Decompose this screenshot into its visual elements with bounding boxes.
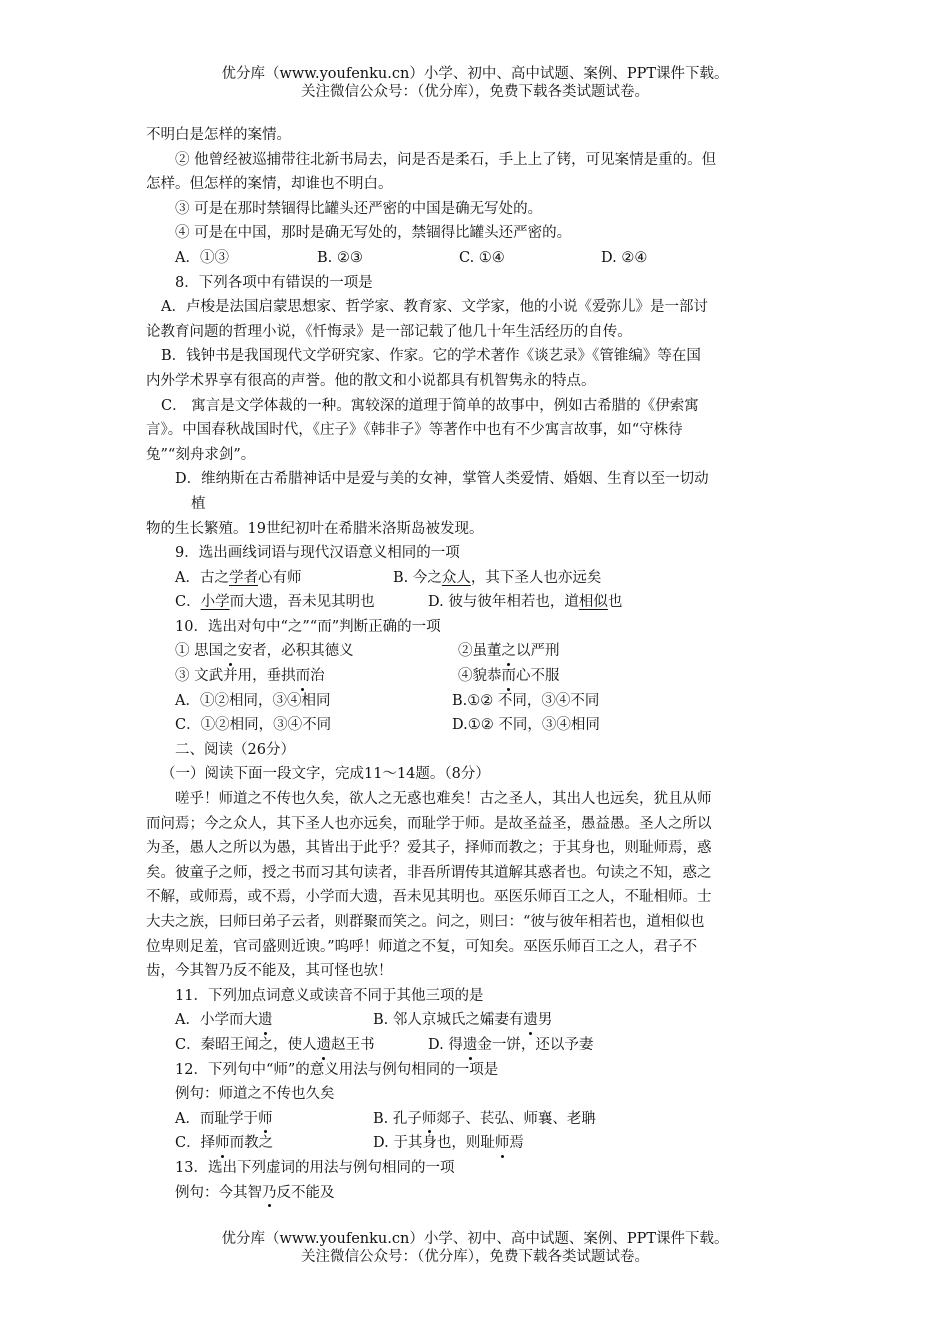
q9-b-post: ，其下圣人也亦远矣 bbox=[470, 569, 602, 586]
q10-sentences-34 bbox=[146, 664, 811, 689]
footer-line-2: 关注微信公众号：（优分库），免费下载各类试题试卷。 bbox=[301, 1249, 649, 1265]
q12-option-b bbox=[373, 1107, 596, 1132]
q9-option-c bbox=[175, 590, 428, 615]
q9-b-underlined: 众人 bbox=[441, 569, 471, 586]
q11-option-b bbox=[373, 1008, 552, 1033]
q13-example-pre: 例句：今其智 bbox=[175, 1184, 262, 1201]
q10-s3-pre: ③ 文武并用，垂拱 bbox=[175, 668, 296, 685]
q7-sentence-2a: ② 他曾经被巡捕带往北新书局去，问是否是柔石，手上上了铐，可见案情是重的。但 bbox=[175, 151, 717, 168]
q10-s4-dotted: 而 bbox=[502, 664, 517, 689]
q9-stem: 9．选出画线词语与现代汉语意义相同的一项 bbox=[175, 545, 460, 562]
q9-d-pre: D. 彼与彼年相若也，道 bbox=[428, 594, 579, 611]
q13-example-dotted: 乃 bbox=[262, 1181, 277, 1206]
passage-line-2: 而问焉；今之众人，其下圣人也亦远矣，而耻学于师。是故圣益圣，愚益愚。圣人之所以 bbox=[146, 815, 712, 832]
q10-sentence-3 bbox=[175, 664, 458, 689]
q10-options-ab bbox=[146, 689, 811, 714]
q10-s4-post: 心不服 bbox=[516, 668, 560, 685]
q11-b-pre: B. 邻人京城氏之孀妻有 bbox=[373, 1012, 524, 1029]
q13-example bbox=[146, 1181, 811, 1206]
q9-d-post: 也 bbox=[607, 594, 623, 611]
header-line-2: 关注微信公众号：（优分库），免费下载各类试题试卷。 bbox=[301, 84, 649, 100]
q8-option-d-3: 物的生长繁殖。19世纪初叶在希腊米洛斯岛被发现。 bbox=[146, 520, 484, 537]
q9-c-underlined: 小学 bbox=[200, 594, 230, 611]
passage-line-7: 位卑则足羞，官司盛则近谀。”呜呼！师道之不复，可知矣。巫医乐师百工之人，君子不 bbox=[146, 938, 698, 955]
q12-c-pre: C．择 bbox=[175, 1135, 216, 1152]
q13-stem: 13．选出下列虚词的用法与例句相同的一项 bbox=[175, 1159, 455, 1176]
q12-option-c bbox=[175, 1131, 373, 1156]
footer-line-1: 优分库（www.youfenku.cn）小学、初中、高中试题、案例、PPT课件下载。 bbox=[221, 1231, 729, 1247]
passage-line-1: 嗟乎！师道之不传也久矣，欲人之无惑也难矣！古之圣人，其出人也远矣，犹且从师 bbox=[175, 791, 712, 808]
q11-option-a bbox=[175, 1008, 373, 1033]
q8-option-c-2: 言》。中国春秋战国时代，《庄子》《韩非子》等著作中也有不少寓言故事，如“守株待 bbox=[146, 422, 683, 439]
q10-s1-post: 安者，必积其德义 bbox=[237, 643, 354, 660]
q12-d-post: 焉 bbox=[509, 1135, 524, 1152]
page-footer bbox=[0, 1230, 950, 1266]
q11-a-dotted: 遗 bbox=[258, 1008, 273, 1033]
q10-options-cd bbox=[146, 713, 811, 738]
q11-stem: 11．下列加点词意义或读音不同于其他三项的是 bbox=[175, 987, 484, 1004]
exam-content bbox=[146, 123, 811, 1205]
q10-s2-pre: ②虽董 bbox=[458, 643, 502, 660]
q12-b-post: 郯子、苌弘、师襄、老聃 bbox=[436, 1110, 596, 1127]
q10-sentence-2 bbox=[458, 639, 560, 664]
q11-d-post: 金一饼，还以予妻 bbox=[477, 1036, 594, 1053]
q11-b-post: 男 bbox=[537, 1012, 553, 1029]
q10-sentence-4 bbox=[458, 664, 560, 689]
q9-c-post: 而大遗，吾未见其明也 bbox=[229, 594, 375, 611]
q9-a-post: 心有师 bbox=[257, 569, 302, 586]
q12-c-post: 而教之 bbox=[229, 1135, 274, 1152]
q13-example-post: 反不能及 bbox=[276, 1184, 335, 1201]
q9-c-pre: C． bbox=[175, 594, 201, 611]
q12-a-pre: A．而耻学于 bbox=[175, 1110, 258, 1127]
q9-a-underlined: 学者 bbox=[228, 569, 258, 586]
q11-a-pre: A．小学而大 bbox=[175, 1012, 258, 1029]
part2-section-1: （一）阅读下面一段文字，完成11～14题。（8分） bbox=[161, 766, 490, 783]
q7-sentence-3: ③ 可是在那时禁锢得比罐头还严密的中国是确无写处的。 bbox=[175, 200, 543, 217]
q7-option-b: B. ②③ bbox=[317, 249, 363, 266]
q12-b-pre: B. 孔子 bbox=[373, 1110, 422, 1127]
page-header bbox=[0, 65, 950, 101]
q12-b-dotted: 师 bbox=[422, 1107, 437, 1132]
q10-sentence-1 bbox=[175, 639, 458, 664]
q7-option-a: A．①③ bbox=[175, 249, 229, 266]
header-line-1: 优分库（www.youfenku.cn）小学、初中、高中试题、案例、PPT课件下载。 bbox=[221, 66, 729, 82]
q9-d-underlined: 相似 bbox=[578, 594, 608, 611]
passage-line-4: 矣。彼童子之师，授之书而习其句读者，非吾所谓传其道解其惑者也。句读之不知，惑之 bbox=[146, 864, 712, 881]
q12-option-d bbox=[373, 1131, 524, 1156]
q11-c-dotted: 遗 bbox=[317, 1033, 332, 1058]
q11-d-pre: D. 得 bbox=[428, 1036, 463, 1053]
q7-continuation: 不明白是怎样的案情。 bbox=[146, 127, 291, 143]
q12-c-dotted: 师 bbox=[215, 1131, 230, 1156]
q8-option-b-2: 内外学术界享有很高的声誉。他的散文和小说都具有机智隽永的特点。 bbox=[146, 372, 596, 389]
q7-sentence-2b: 怎样。但怎样的案情，却谁也不明白。 bbox=[146, 176, 393, 193]
q9-option-a bbox=[175, 566, 393, 591]
q11-b-dotted: 遗 bbox=[523, 1008, 538, 1033]
q8-stem: 8．下列各项中有错误的一项是 bbox=[175, 274, 373, 291]
q11-option-c bbox=[175, 1033, 428, 1058]
q12-option-a bbox=[175, 1107, 373, 1132]
passage-line-5: 不解，或师焉，或不焉，小学而大遗，吾未见其明也。巫医乐师百工之人，不耻相师。士 bbox=[146, 889, 712, 906]
q10-s2-dotted: 之 bbox=[502, 639, 517, 664]
q9-a-pre: A．古之 bbox=[175, 569, 229, 586]
q11-options-cd bbox=[146, 1033, 811, 1058]
q12-options-ab bbox=[146, 1107, 811, 1132]
q7-sentence-4: ④ 可是在中国，那时是确无写处的，禁锢得比罐头还严密的。 bbox=[175, 225, 572, 242]
q10-option-a: A．①②相同，③④相同 bbox=[175, 692, 331, 709]
passage-line-8: 齿，今其智乃反不能及，其可怪也欤！ bbox=[146, 963, 393, 980]
q12-stem: 12．下列句中“师”的意义用法与例句相同的一项是 bbox=[175, 1061, 499, 1078]
q11-option-d bbox=[428, 1033, 593, 1058]
q10-sentences-12 bbox=[146, 639, 811, 664]
q10-option-c: C．①②相同，③④不同 bbox=[175, 717, 332, 734]
q9-options-cd bbox=[146, 590, 811, 615]
q12-a-dotted: 师 bbox=[258, 1107, 273, 1132]
q8-option-a-2: 论教育问题的哲理小说，《忏悔录》是一部记载了他几十年生活经历的自传。 bbox=[146, 323, 632, 340]
q10-s4-pre: ④貌恭 bbox=[458, 668, 502, 685]
q8-option-a-1: A．卢梭是法国启蒙思想家、哲学家、教育家、文学家，他的小说《爱弥儿》是一部讨 bbox=[161, 299, 708, 316]
q10-option-d: D.①② 不同，③④相同 bbox=[452, 717, 600, 734]
q11-c-post: 赵王书 bbox=[331, 1036, 375, 1053]
q9-option-b bbox=[393, 566, 601, 591]
passage-line-3: 为圣，愚人之所以为愚，其皆出于此乎？爱其子，择师而教之；于其身也，则耻师焉，惑 bbox=[146, 840, 712, 857]
q10-option-b: B.①② 不同，③④不同 bbox=[452, 692, 600, 709]
q7-option-d: D. ②④ bbox=[601, 249, 648, 266]
q8-option-b-1: B．钱钟书是我国现代文学研究家、作家。它的学术著作《谈艺录》《管锥编》等在国 bbox=[161, 348, 701, 365]
q9-b-pre: B. 今之 bbox=[393, 569, 442, 586]
q7-option-c: C. ①④ bbox=[459, 249, 505, 266]
q11-d-dotted: 遗 bbox=[463, 1033, 478, 1058]
q12-d-dotted: 师 bbox=[495, 1131, 510, 1156]
q8-option-d-1: D．维纳斯在古希腊神话中是爱与美的女神，掌管人类爱情、婚姻、生育以至一切动 bbox=[175, 471, 709, 488]
q10-s3-post: 治 bbox=[310, 668, 325, 685]
q11-options-ab bbox=[146, 1008, 811, 1033]
q8-option-c-3: 兔”“刻舟求剑”。 bbox=[146, 446, 256, 463]
q7-options bbox=[146, 246, 811, 271]
q8-option-d-2: 植 bbox=[191, 495, 206, 512]
q11-c-pre: C．秦昭王闻之，使人 bbox=[175, 1036, 317, 1053]
q9-options-ab bbox=[146, 566, 811, 591]
q10-stem: 10．选出对句中“之”“而”判断正确的一项 bbox=[175, 618, 441, 635]
q9-option-d bbox=[428, 590, 622, 615]
q8-option-c-1: C． 寓言是文学体裁的一种。寓较深的道理于简单的故事中，例如古希腊的《伊索寓 bbox=[161, 397, 699, 414]
q10-s1-pre: ① 思国 bbox=[175, 643, 224, 660]
passage-line-6: 大夫之族，曰师曰弟子云者，则群聚而笑之。问之，则曰：“彼与彼年相若也，道相似也 bbox=[146, 914, 705, 930]
q10-s3-dotted: 而 bbox=[296, 664, 311, 689]
part2-title: 二、阅读（26分） bbox=[175, 741, 295, 758]
q10-s2-post: 以严刑 bbox=[516, 643, 560, 660]
q12-example: 例句：师道之不传也久矣 bbox=[175, 1086, 335, 1103]
q10-s1-dotted: 之 bbox=[223, 639, 238, 664]
q12-d-pre: D. 于其身也，则耻 bbox=[373, 1135, 495, 1152]
q12-options-cd bbox=[146, 1131, 811, 1156]
